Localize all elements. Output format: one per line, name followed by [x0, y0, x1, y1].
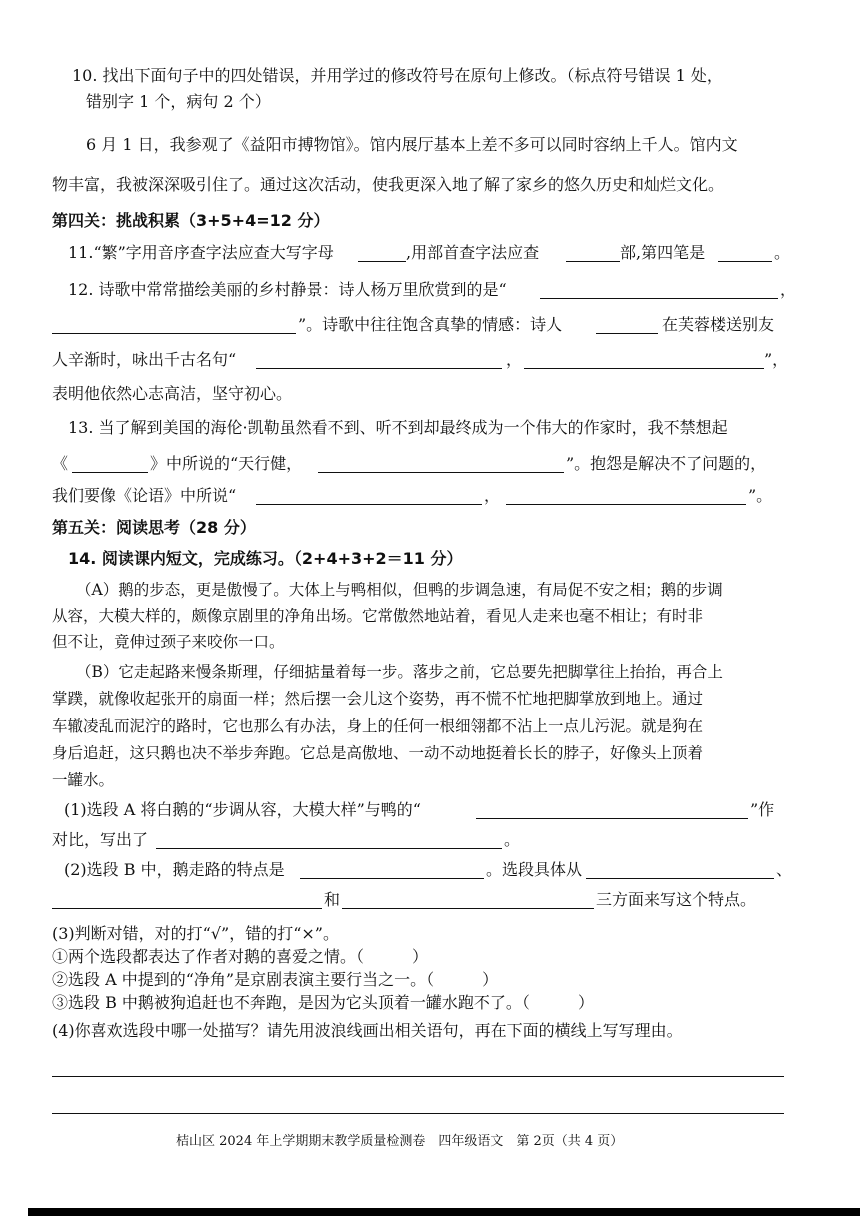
q13-blank-quote2[interactable]	[506, 504, 746, 505]
q11-blank-radical[interactable]	[566, 261, 620, 262]
q14-1-part-c: 对比，写出了	[52, 830, 149, 849]
q14-2-blank-aspect1[interactable]	[586, 878, 774, 879]
q12-blank-verse2[interactable]	[524, 368, 764, 369]
passage-b-line: 掌蹼，就像收起张开的扇面一样；然后摆一会儿这个姿势，再不慌不忙地把脚掌放到地上。通过	[52, 690, 704, 708]
q14-2-part-a: (2)选段 B 中，鹅走路的特点是	[64, 860, 285, 879]
passage-a-line: 从容，大模大样的，颇像京剧里的净角出场。它常傲然地站着，看见人走来也毫不相让；有时非	[52, 607, 704, 625]
q14-1-part-a: (1)选段 A 将白鹅的“步调从容，大模大样”与鸭的“	[64, 800, 421, 819]
section4-title: 第四关：挑战积累（3+5+4=12 分）	[52, 211, 330, 230]
q14-1-blank-summary[interactable]	[156, 848, 502, 849]
q14-4-prompt: (4)你喜欢选段中哪一处描写？请先用波浪线画出相关语句，再在下面的横线上写写理由。	[52, 1021, 683, 1040]
q14-2-part-c: 、	[776, 860, 793, 879]
q12-part-c: ”。诗歌中往往饱含真挚的情感：诗人	[298, 315, 563, 334]
q12-blank-poet[interactable]	[596, 333, 658, 334]
q13-blank-book[interactable]	[72, 472, 148, 473]
q14-3-item-close: ）	[412, 947, 429, 966]
q11-part-b: ,用部首查字法应查	[406, 243, 540, 262]
q13-part-f: ，	[484, 486, 501, 505]
q13-part-g: ”。	[748, 486, 773, 505]
q12-blank-poem-line2[interactable]	[52, 333, 296, 334]
q11-part-a: 11.“繁”字用音序查字法应查大写字母	[68, 243, 334, 262]
q13-part-b: 《	[52, 454, 69, 473]
q11-part-d: 。	[774, 243, 791, 262]
q14-2-part-e: 三方面来写这个特点。	[596, 890, 757, 909]
q14-1-part-b: ”作	[750, 800, 775, 819]
q14-3-item-text: ①两个选段都表达了作者对鹅的喜爱之情。（	[52, 947, 365, 966]
scan-edge-bar	[28, 1208, 860, 1216]
q11-part-c: 部,第四笔是	[620, 243, 706, 262]
q12-part-g: ”，	[764, 350, 789, 369]
q12-part-f: ，	[506, 350, 523, 369]
passage-b-line: 车辙凌乱而泥泞的路时，它也那么有办法，身上的任何一根细翎都不沾上一点儿污泥。就是狗在	[52, 717, 704, 735]
q12-part-a: 12. 诗歌中常常描绘美丽的乡村静景：诗人杨万里欣赏到的是“	[68, 280, 507, 299]
q14-3-item-close: ）	[482, 970, 499, 989]
passage-a-line: （A）鹅的步态，更是傲慢了。大体上与鸭相似，但鸭的步调急速，有局促不安之相；鹅的步调	[76, 581, 723, 599]
passage-b-line: 身后追赶，这只鹅也决不举步奔跑。它总是高傲地、一动不动地挺着长长的脖子，好像头上顶着	[52, 744, 704, 762]
q14-2-blank-aspect3[interactable]	[342, 908, 594, 909]
section5-title: 第五关：阅读思考（28 分）	[52, 518, 256, 537]
q13-part-c: 》中所说的“天行健，	[150, 454, 303, 473]
q14-2-blank-aspect2[interactable]	[52, 908, 322, 909]
q12-part-d: 在芙蓉楼送别友	[662, 315, 775, 334]
q14-3-item	[52, 947, 428, 967]
q14-3-item	[52, 970, 498, 990]
q14-3-item	[52, 993, 594, 1013]
q14-4-answer-line[interactable]	[52, 1076, 784, 1077]
q10-prompt-line1: 10. 找出下面句子中的四处错误，并用学过的修改符号在原句上修改。（标点符号错误 1 处，	[72, 66, 723, 85]
q12-blank-verse1[interactable]	[256, 368, 502, 369]
q13-blank-proverb[interactable]	[318, 472, 564, 473]
q12-part-e: 人辛渐时，咏出千古名句“	[52, 350, 237, 369]
q13-part-a: 13. 当了解到美国的海伦·凯勒虽然看不到、听不到却最终成为一个伟大的作家时，我不禁想起	[68, 418, 728, 437]
q12-part-b: ，	[780, 280, 797, 299]
q13-part-d: ”。抱怨是解决不了问题的，	[566, 454, 767, 473]
q13-part-e: 我们要像《论语》中所说“	[52, 486, 237, 505]
q10-passage-line2: 物丰富，我被深深吸引住了。通过这次活动，使我更深入地了解了家乡的悠久历史和灿烂文化。	[52, 175, 725, 194]
passage-a-line: 但不让，竟伸过颈子来咬你一口。	[52, 633, 285, 651]
page-footer: 桔山区 2024 年上学期期末教学质量检测卷 四年级语文 第 2页（共 4 页）	[176, 1134, 624, 1149]
q10-prompt-line2: 错别字 1 个，病句 2 个）	[86, 92, 271, 111]
q14-3-item-text: ③选段 B 中鹅被狗追赶也不奔跑，是因为它头顶着一罐水跑不了。（	[52, 993, 530, 1012]
q14-2-part-d: 和	[324, 890, 341, 909]
q14-1-part-d: 。	[504, 830, 521, 849]
q14-2-part-b: 。选段具体从	[486, 860, 583, 879]
q14-4-answer-line[interactable]	[52, 1113, 784, 1114]
q14-1-blank-duck[interactable]	[476, 818, 748, 819]
q11-blank-letter[interactable]	[358, 261, 406, 262]
q14-2-blank-feature[interactable]	[300, 878, 484, 879]
q10-passage-line1: 6 月 1 日，我参观了《益阳市搏物馆》。馆内展厅基本上差不多可以同时容纳上千人。馆内文	[86, 135, 738, 154]
q11-blank-stroke[interactable]	[718, 261, 772, 262]
q14-title: 14. 阅读课内短文，完成练习。（2+4+3+2＝11 分）	[68, 549, 463, 568]
q13-blank-quote1[interactable]	[256, 504, 482, 505]
passage-b-line: （B）它走起路来慢条斯理，仔细掂量着每一步。落步之前，它总要先把脚掌往上抬抬，再合上	[76, 663, 723, 681]
q14-3-item-close: ）	[577, 993, 594, 1012]
passage-b-line: 一罐水。	[52, 771, 115, 789]
q14-3-item-text: ②选段 A 中提到的“净角”是京剧表演主要行当之一。（	[52, 970, 435, 989]
q12-part-h: 表明他依然心志高洁，坚守初心。	[52, 384, 293, 403]
q14-3-title: (3)判断对错，对的打“√”，错的打“×”。	[52, 924, 339, 943]
q12-blank-poem-line1[interactable]	[540, 298, 778, 299]
